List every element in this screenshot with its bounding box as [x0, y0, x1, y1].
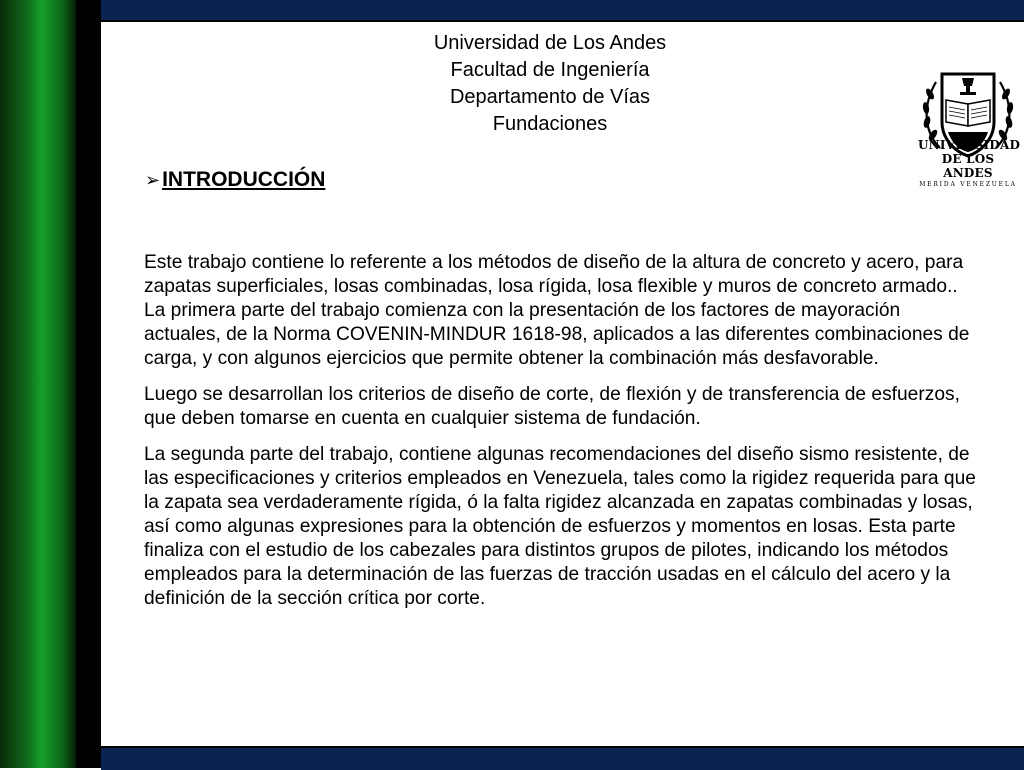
bottom-navy-bar — [101, 746, 1024, 770]
left-black-strip — [76, 0, 101, 768]
university-name: Universidad de Los Andes — [433, 32, 667, 54]
faculty-name: Facultad de Ingeniería — [450, 59, 650, 81]
university-wordmark — [918, 138, 1021, 190]
section-heading — [145, 168, 325, 192]
paragraph-2: Luego se desarrollan los criterios de diseño de corte, de flexión y de transferencia de esfuerzos, que deben tomarse en cuenta en cualquier sistema de fundación. — [144, 384, 960, 429]
arrow-bullet-icon: ➢ — [145, 169, 161, 190]
paragraph-3: La segunda parte del trabajo, contiene algunas recomendaciones del diseño sismo resistente, de las especificaciones y criterios empleados en Venezuela, tales como la rigidez requerida para que la zapata sea verdaderamente rígida, ó la falta rigidez alcanzada en zapatas combinadas y losas, así como algunas expresiones para la obtención de esfuerzos y momentos en losas. Esta parte finaliza con el estudio de los cabezales para distintos grupos de pilotes, indicando los métodos empleados para la determinación de las fuerzas de tracción usadas en el cálculo del acero y la definición de la sección crítica por corte. — [144, 444, 976, 609]
wordmark-line1: UNIVERSIDAD — [918, 138, 1021, 152]
left-green-band — [0, 0, 76, 768]
section-title: INTRODUCCIÓN — [162, 168, 326, 191]
wordmark-line2: DE LOS ANDES — [941, 152, 995, 180]
top-navy-bar — [101, 0, 1024, 22]
department-name: Departamento de Vías — [449, 86, 651, 108]
course-name: Fundaciones — [492, 113, 608, 135]
paragraph-1: Este trabajo contiene lo referente a los métodos de diseño de la altura de concreto y acero, para zapatas superficiales, losas combinadas, losa rígida, losa flexible y muros de concreto armado.. La primera parte del trabajo comienza con la presentación de los factores de mayoración actuales, de la Norma COVENIN-MINDUR 1618-98, aplicados a las diferentes combinaciones de carga, y con algunos ejercicios que permite obtener la combinación más desfavorable. — [144, 252, 970, 369]
slide-header — [400, 30, 700, 138]
wordmark-location: MERIDA VENEZUELA — [919, 181, 1017, 188]
body-text — [144, 251, 976, 623]
